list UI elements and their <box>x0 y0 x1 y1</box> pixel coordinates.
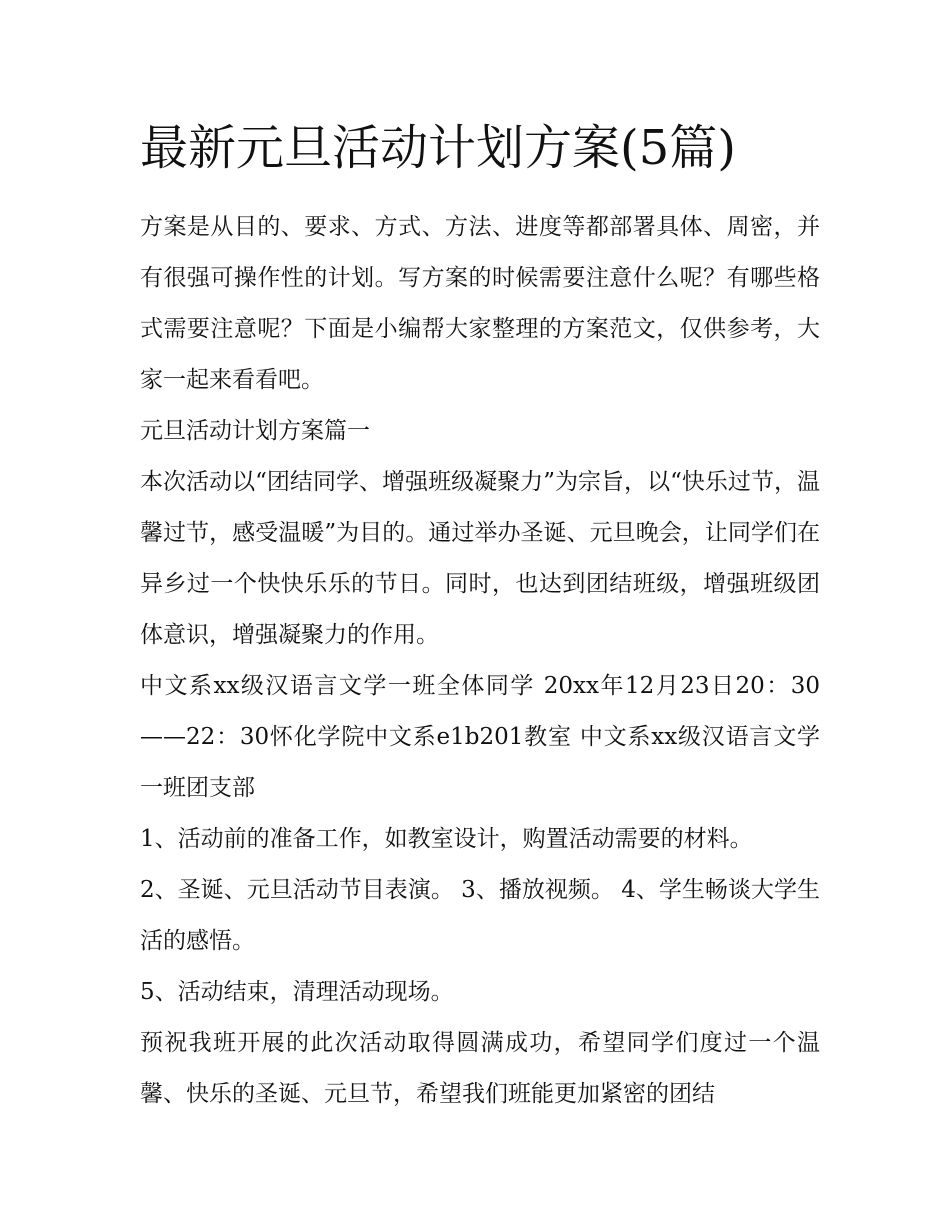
closing-paragraph: 预祝我班开展的此次活动取得圆满成功，希望同学们度过一个温馨、快乐的圣诞、元旦节，希望我们班能更加紧密的团结 <box>140 1030 820 1107</box>
section-heading: 元旦活动计划方案篇一 <box>140 418 370 444</box>
participants-time-place-paragraph: 中文系xx级汉语言文学一班全体同学 20xx年12月23日20：30——22：30怀化学院中文系e1b201教室 中文系xx级汉语言文学一班团支部 <box>140 673 820 801</box>
purpose-paragraph: 本次活动以“团结同学、增强班级凝聚力”为宗旨，以“快乐过节，温馨过节，感受温暖”为目的。通过举办圣诞、元旦晚会，让同学们在异乡过一个快快乐乐的节日。同时，也达到团结班级，增强班级团体意识，增强凝聚力的作用。 <box>140 469 820 648</box>
steps-2-4-paragraph: 2、圣诞、元旦活动节目表演。 3、播放视频。 4、学生畅谈大学生活的感悟。 <box>140 877 820 954</box>
document-title: 最新元旦活动计划方案(5篇) <box>140 120 736 176</box>
step-1-paragraph: 1、活动前的准备工作，如教室设计，购置活动需要的材料。 <box>140 826 753 852</box>
step-5-paragraph: 5、活动结束，清理活动现场。 <box>140 979 454 1005</box>
document-body <box>140 112 820 1120</box>
intro-paragraph: 方案是从目的、要求、方式、方法、进度等都部署具体、周密，并有很强可操作性的计划。写方案的时候需要注意什么呢？有哪些格式需要注意呢？下面是小编帮大家整理的方案范文，仅供参考，大家一起来看看吧。 <box>140 214 820 393</box>
